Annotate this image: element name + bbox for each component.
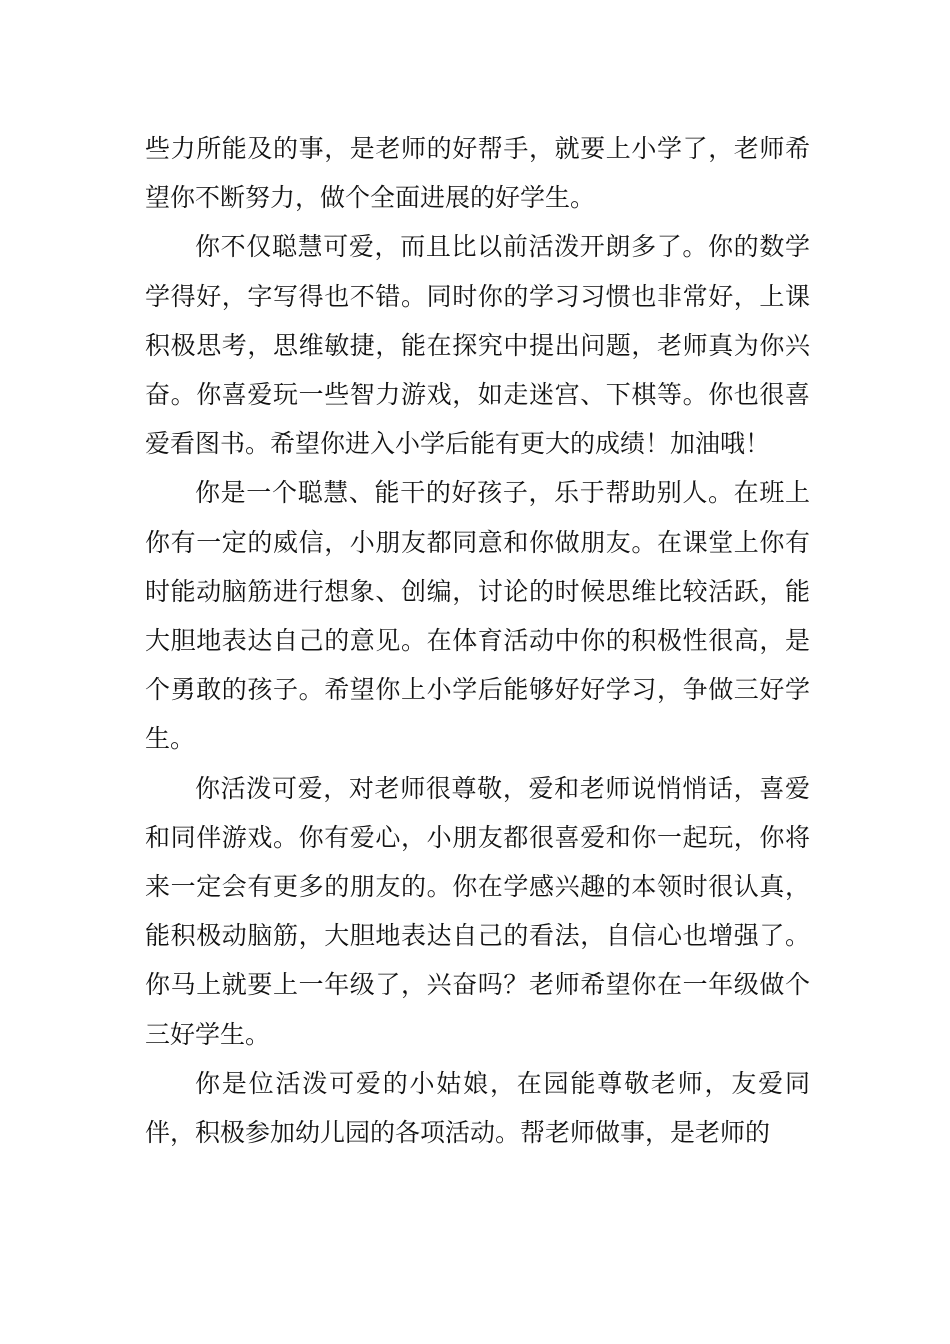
paragraph-1: 些力所能及的事，是老师的好帮手，就要上小学了，老师希望你不断努力，做个全面进展的好学生。 [145, 134, 810, 213]
paragraph-3: 你是一个聪慧、能干的好孩子，乐于帮助别人。在班上你有一定的威信，小朋友都同意和你做朋友。在课堂上你有时能动脑筋进行想象、创编，讨论的时候思维比较活跃，能大胆地表达自己的意见。在体育活动中你的积极性很高，是个勇敢的孩子。希望你上小学后能够好好学习，争做三好学生。 [145, 478, 810, 754]
paragraph-5: 你是位活泼可爱的小姑娘，在园能尊敬老师，友爱同伴，积极参加幼儿园的各项活动。帮老师做事，是老师的 [145, 1068, 810, 1148]
document-body [145, 124, 810, 1157]
paragraph-2: 你不仅聪慧可爱，而且比以前活泼开朗多了。你的数学学得好，字写得也不错。同时你的学习习惯也非常好，上课积极思考，思维敏捷，能在探究中提出问题，老师真为你兴奋。你喜爱玩一些智力游戏，如走迷宫、下棋等。你也很喜爱看图书。希望你进入小学后能有更大的成绩！加油哦！ [145, 232, 810, 459]
paragraph-4: 你活泼可爱，对老师很尊敬，爱和老师说悄悄话，喜爱和同伴游戏。你有爱心，小朋友都很喜爱和你一起玩，你将来一定会有更多的朋友的。你在学感兴趣的本领时很认真，能积极动脑筋，大胆地表达自己的看法，自信心也增强了。你马上就要上一年级了，兴奋吗？老师希望你在一年级做个三好学生。 [145, 773, 810, 1049]
